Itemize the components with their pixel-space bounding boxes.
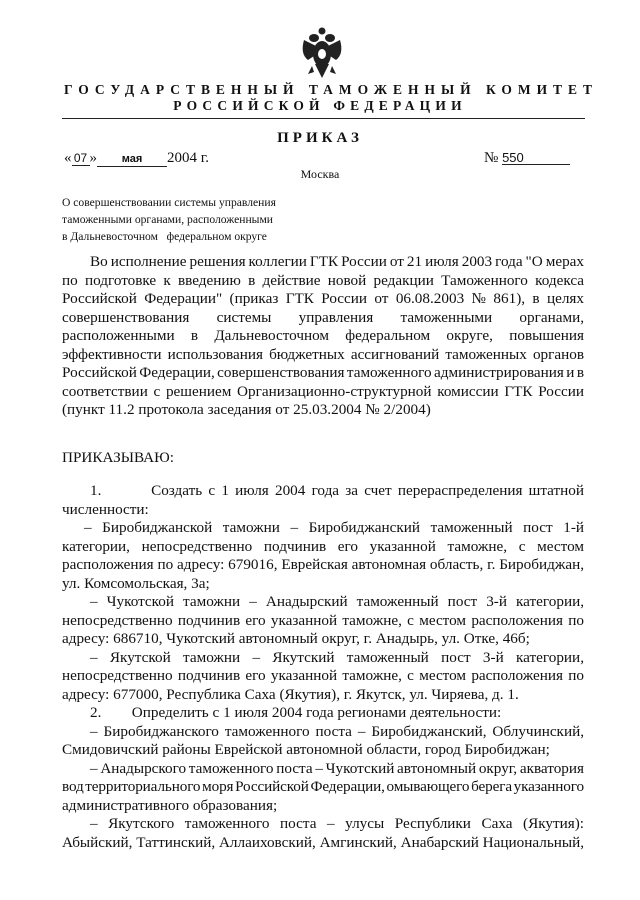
number-value: 550 — [502, 151, 570, 165]
body-line: 2. Определить с 1 июля 2004 года регионами деятельности: — [90, 704, 502, 721]
command-heading: ПРИКАЗЫВАЮ: — [62, 449, 174, 466]
order-date — [64, 150, 209, 167]
preamble-line: (пункт 11.2 протокола заседания от 25.03.2004 № 2/2004) — [62, 401, 431, 418]
body-line: – Якутского таможенного поста – улусы Республики Саха (Якутия): — [90, 815, 584, 832]
body-line: – Биробиджанского таможенного поста – Биробиджанский, Облучинский, — [90, 722, 584, 740]
date-month: мая — [97, 153, 167, 167]
organization-name-line1: ГОСУДАРСТВЕННЫЙ ТАМОЖЕННЫЙ КОМИТЕТ — [64, 82, 598, 97]
body-line: адресу: 677000, Республика Саха (Якутия), г. Якутск, ул. Чиряева, д. 1. — [62, 685, 519, 703]
subject-line: таможенными органами, расположенными — [62, 213, 273, 226]
date-open-quote: « — [64, 150, 72, 166]
document-title: ПРИКАЗ — [277, 130, 363, 146]
body-line: Абыйский, Таттинский, Аллаиховский, Амгинский, Анабарский Национальный, — [62, 833, 584, 851]
body-line: численности: — [62, 500, 149, 518]
body-line: адресу: 686710, Чукотский автономный округ, г. Анадырь, ул. Отке, 46б; — [62, 630, 530, 647]
preamble-line: Российской Федерации" (приказ ГТК России от 06.08.2003 № 861), в целях — [62, 290, 584, 307]
body-line: вод территориального моря Российской Федерации, омывающего берега указанного — [62, 778, 584, 795]
preamble-line: соответствии с решением Организационно-структурной комиссии ГТК России — [62, 382, 584, 400]
preamble-line: Российской Федерации, совершенствования таможенного администрирования и в — [62, 364, 585, 381]
body-line: расположения по адресу: 679016, Еврейская автономная область, г. Биробиджан, — [62, 556, 584, 573]
preamble-line: Во исполнение решения коллегии ГТК России от 21 июля 2003 года "О мерах — [90, 253, 584, 270]
order-number — [484, 150, 570, 167]
preamble-line: совершенствования системы управления таможенными органами, — [62, 308, 584, 326]
body-line: – Анадырского таможенного поста – Чукотский автономный округ, акватория — [90, 759, 584, 777]
order-city: Москва — [300, 167, 340, 181]
header-divider — [62, 118, 585, 119]
body-line: категории, непосредственно подчинив его указанной таможне, с местом — [62, 537, 584, 555]
body-line: непосредственно подчинив его указанной таможне, с местом расположения по — [62, 667, 584, 684]
date-year: 2004 г. — [167, 150, 209, 166]
subject-line: О совершенствовании системы управления — [62, 196, 276, 209]
body-line: 1. Создать с 1 июля 2004 года за счет перераспределения штатной — [90, 482, 584, 499]
body-line: административного образования; — [62, 796, 278, 814]
preamble-line: расположенными в Дальневосточном федеральном округе, повышения — [62, 327, 584, 344]
date-close-quote: » — [89, 150, 97, 166]
body-line: ул. Комсомольская, 3а; — [62, 574, 210, 592]
body-line: – Чукотской таможни – Анадырский таможенный пост 3-й категории, — [90, 593, 584, 610]
preamble-line: эффективности использования бюджетных ассигнований таможенных органов — [62, 345, 584, 363]
body-line: непосредственно подчинив его указанной таможне, с местом расположения по — [62, 611, 584, 629]
organization-name-line2: РОССИЙСКОЙ ФЕДЕРАЦИИ — [173, 98, 467, 113]
body-line: Смидовичский районы Еврейской автономной области, город Биробиджан; — [62, 741, 550, 758]
number-label: № — [484, 150, 499, 166]
coat-of-arms-emblem — [300, 26, 344, 80]
subject-line: в Дальневосточном федеральном округе — [62, 230, 267, 243]
preamble-line: по подготовке к введению в действие новой редакции Таможенного кодекса — [62, 271, 584, 289]
body-line: – Биробиджанской таможни – Биробиджанский таможенный пост 1-й — [84, 519, 584, 536]
body-line: – Якутской таможни – Якутский таможенный пост 3-й категории, — [90, 648, 584, 666]
date-day: 07 — [72, 152, 90, 166]
